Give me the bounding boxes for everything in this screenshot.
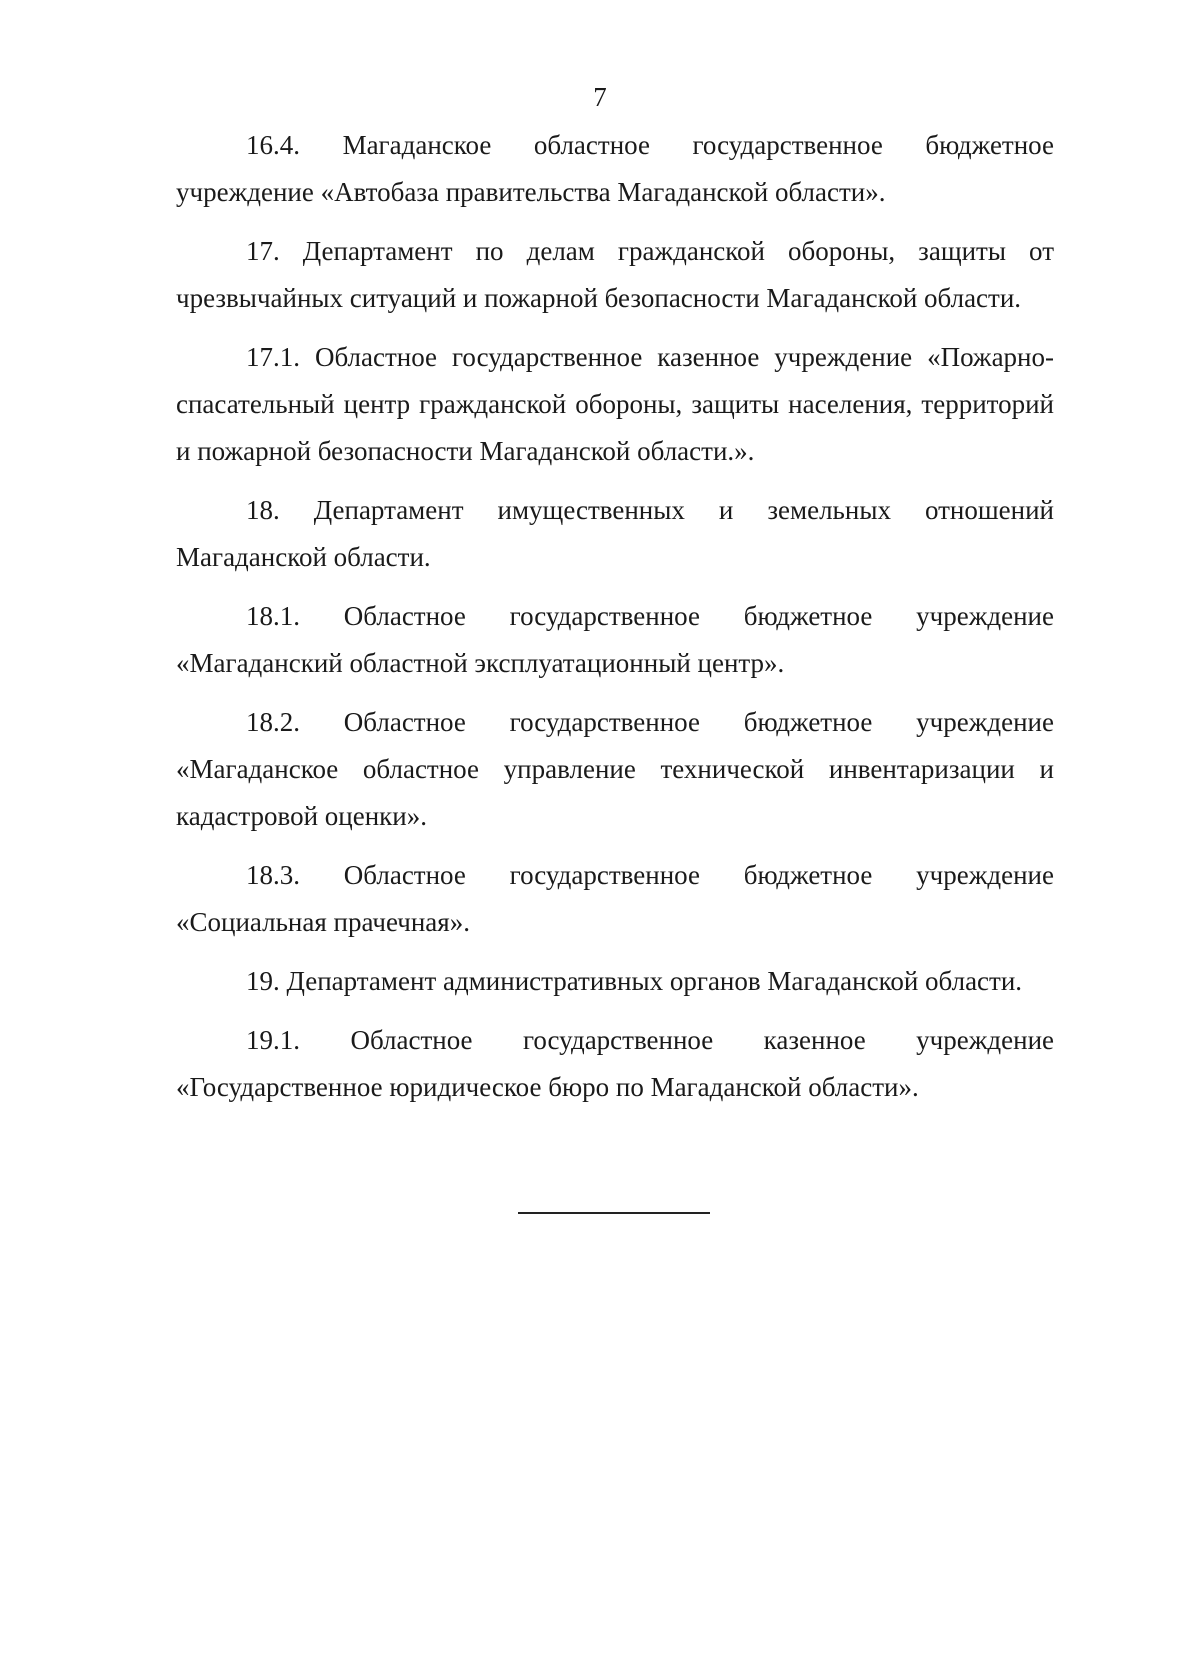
page-number: 7 [593,82,607,112]
paragraph-16-4: 16.4. Магаданское областное государственное бюджетное учреждение «Автобаза правительства Магаданской области». [176,130,1054,207]
end-divider-line [518,1212,710,1214]
paragraph-18-3: 18.3. Областное государственное бюджетное учреждение «Социальная прачечная». [176,860,1054,937]
paragraph-18-1: 18.1. Областное государственное бюджетное учреждение «Магаданский областной эксплуатационный центр». [176,601,1054,678]
paragraph-18-2: 18.2. Областное государственное бюджетное учреждение «Магаданское областное управление технической инвентаризации и кадастровой оценки». [176,707,1054,831]
paragraph-17-1: 17.1. Областное государственное казенное учреждение «Пожарно-спасательный центр гражданской обороны, защиты населения, территорий и пожарной безопасности Магаданской области.». [176,342,1054,466]
paragraph-18: 18. Департамент имущественных и земельных отношений Магаданской области. [176,495,1054,572]
paragraph-19: 19. Департамент административных органов Магаданской области. [246,966,1023,996]
paragraph-17: 17. Департамент по делам гражданской обороны, защиты от чрезвычайных ситуаций и пожарной безопасности Магаданской области. [176,236,1054,313]
document-body [176,122,1054,1123]
paragraph-19-1: 19.1. Областное государственное казенное учреждение «Государственное юридическое бюро по Магаданской области». [176,1025,1054,1102]
